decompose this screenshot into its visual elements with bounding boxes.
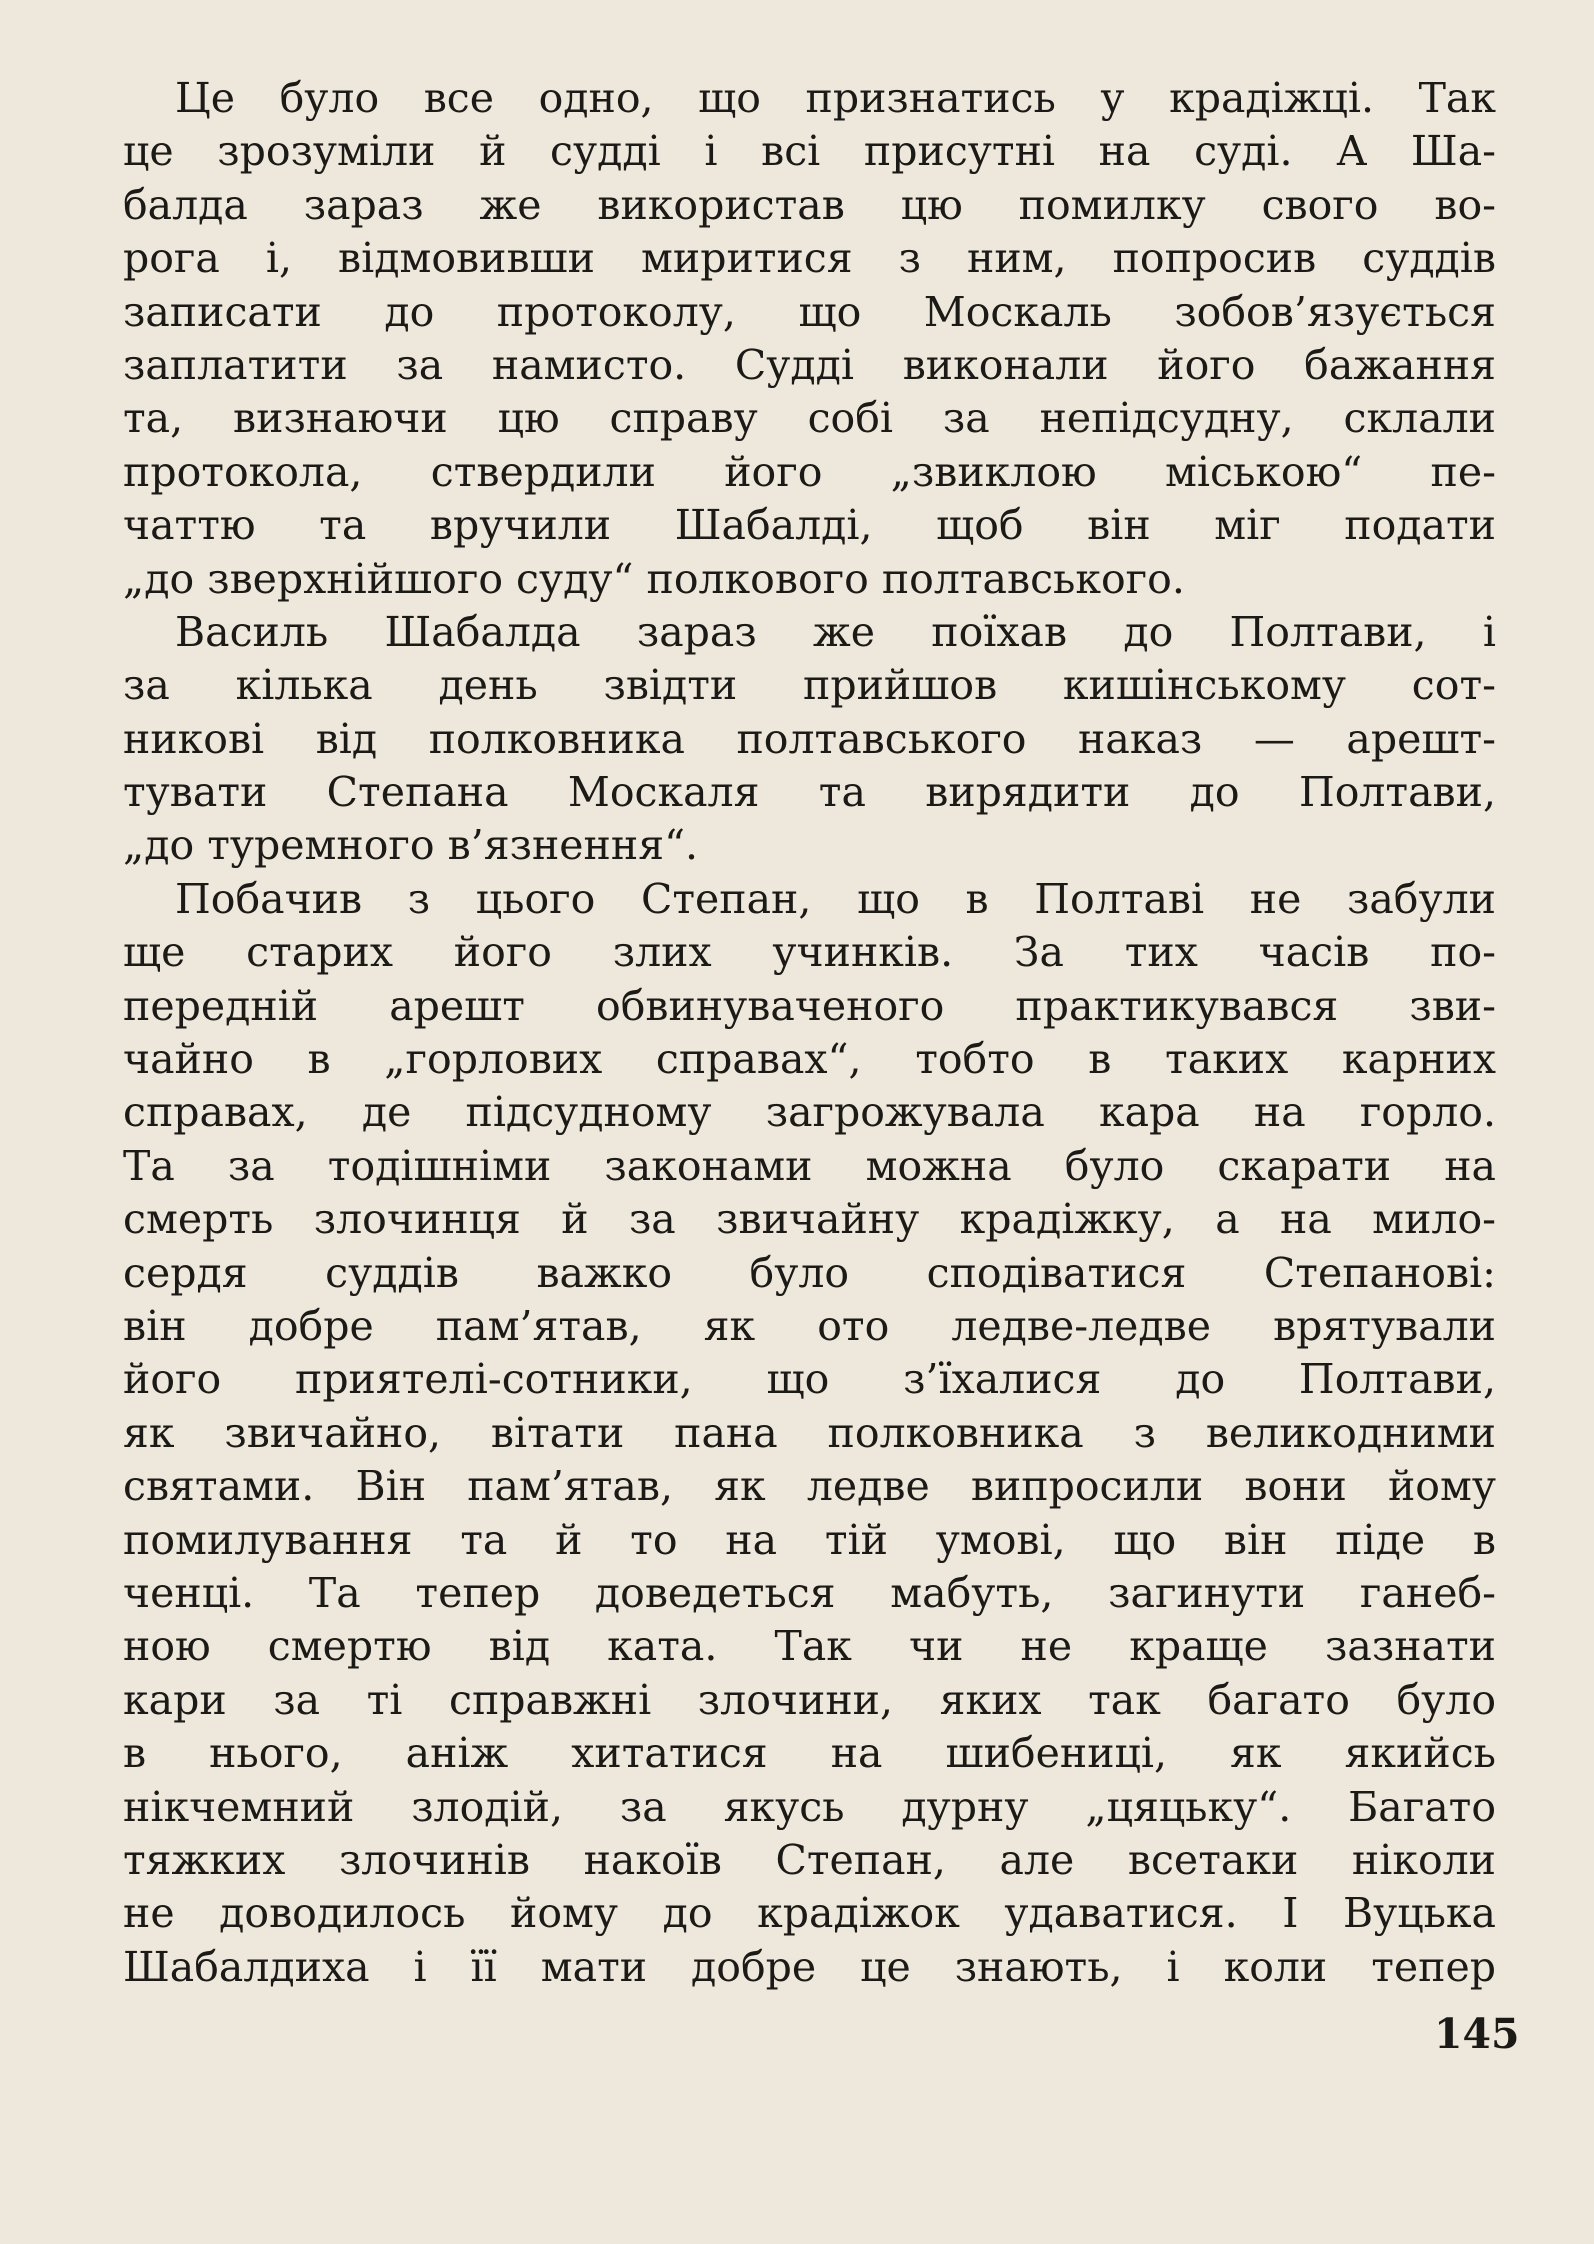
text-line: Побачив з цього Степан, що в Полтаві не забули	[175, 874, 1496, 923]
text-line: ще старих його злих учинків. За тих часів по-	[123, 928, 1496, 977]
text-line: чайно в „горлових справах“, тобто в таких карних	[123, 1035, 1496, 1084]
text-line: чаттю та вручили Шабалді, щоб він міг подати	[123, 501, 1496, 550]
text-line: як звичайно, вітати пана полковника з великодними	[123, 1408, 1496, 1457]
text-line: балда зараз же використав цю помилку свого во-	[123, 180, 1496, 229]
text-line: кари за ті справжні злочини, яких так багато було	[123, 1675, 1496, 1724]
text-line: тяжких злочинів накоїв Степан, але всетаки ніколи	[123, 1835, 1496, 1884]
text-line: та, визнаючи цю справу собі за непідсудну, склали	[123, 394, 1496, 443]
text-line: никові від полковника полтавського наказ — арешт-	[123, 714, 1496, 763]
text-line: його приятелі-сотники, що з’їхалися до Полтави,	[123, 1355, 1496, 1404]
text-line: нікчемний злодій, за якусь дурну „цяцьку“. Багато	[123, 1782, 1496, 1831]
text-line: Це було все одно, що признатись у крадіжці. Так	[175, 74, 1496, 122]
text-line: „до туремного в’язнення“.	[123, 821, 699, 870]
text-line: тувати Степана Москаля та вирядити до Полтави,	[123, 768, 1496, 817]
text-line: Шабалдиха і її мати добре це знають, і коли тепер	[123, 1942, 1496, 1991]
text-line: записати до протоколу, що Москаль зобов’язується	[123, 287, 1496, 336]
text-line: Та за тодішніми законами можна було скарати на	[123, 1141, 1496, 1190]
text-line: заплатити за намисто. Судді виконали його бажання	[123, 340, 1496, 389]
text-line: передній арешт обвинуваченого практикувався зви-	[123, 981, 1496, 1030]
body-text	[123, 72, 1496, 1994]
text-line: він добре пам’ятав, як ото ледве-ледве врятували	[123, 1301, 1496, 1350]
page-number: 145	[1434, 2010, 1520, 2058]
text-line: „до зверхнійшого суду“ полкового полтавського.	[123, 554, 1185, 603]
text-line: ченці. Та тепер доведеться мабуть, загинути ганеб-	[123, 1568, 1496, 1617]
text-line: помилування та й то на тій умові, що він піде в	[123, 1515, 1496, 1564]
text-line: Василь Шабалда зараз же поїхав до Полтави, і	[175, 607, 1496, 656]
text-line: святами. Він пам’ятав, як ледве випросили вони йому	[123, 1462, 1496, 1511]
text-line: це зрозуміли й судді і всі присутні на суді. А Ша-	[123, 127, 1496, 176]
text-line: сердя суддів важко було сподіватися Степанові:	[123, 1248, 1496, 1297]
text-line: за кілька день звідти прийшов кишінському сот-	[123, 661, 1496, 710]
text-line: не доводилось йому до крадіжок удаватися. І Вуцька	[123, 1889, 1496, 1938]
text-line: протокола, ствердили його „звиклою міською“ пе-	[123, 447, 1496, 496]
text-line: в нього, аніж хитатися на шибениці, як якийсь	[123, 1729, 1496, 1778]
text-line: справах, де підсудному загрожувала кара на горло.	[123, 1088, 1496, 1137]
text-line: смерть злочинця й за звичайну крадіжку, а на мило-	[123, 1195, 1496, 1244]
text-line: ною смертю від ката. Так чи не краще зазнати	[123, 1622, 1496, 1671]
text-line: рога і, відмовивши миритися з ним, попросив суддів	[123, 234, 1496, 283]
